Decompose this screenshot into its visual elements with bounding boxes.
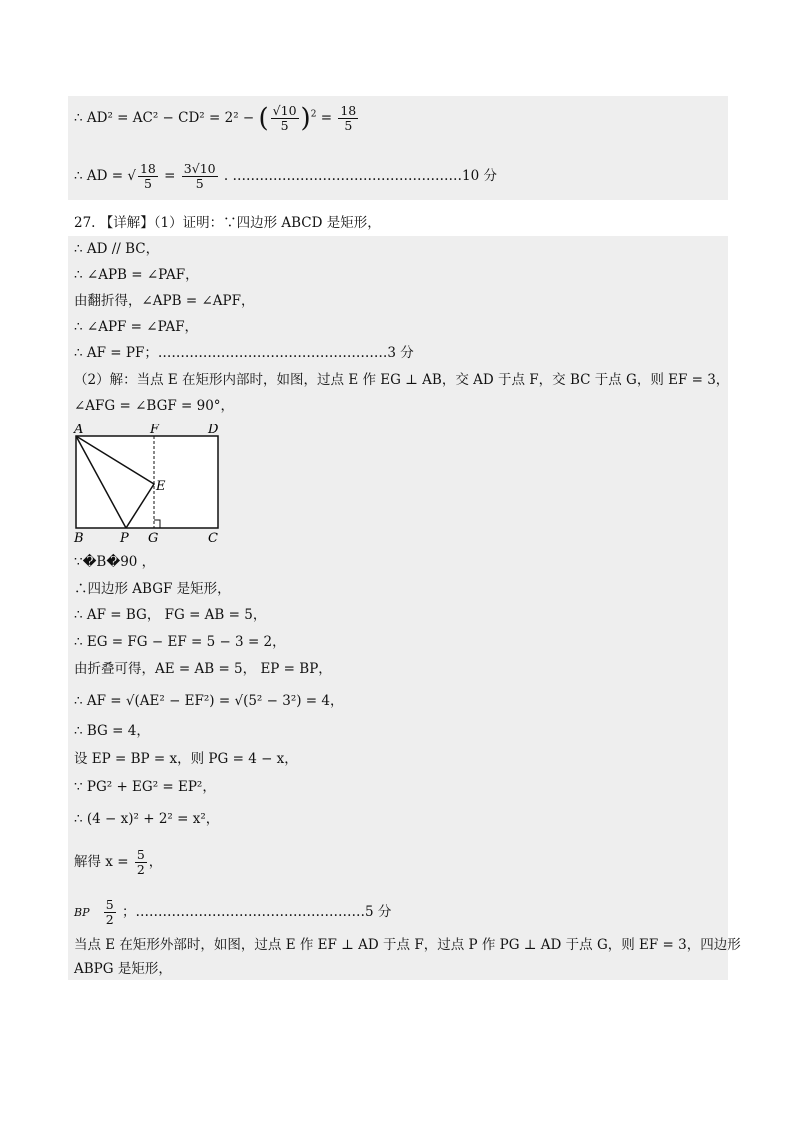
part2-line-5: 由折叠可得，AE = AB = 5， EP = BP， bbox=[74, 661, 332, 677]
label-p: P bbox=[120, 531, 129, 546]
proof-line-1: ∴ AD // BC， bbox=[74, 241, 160, 257]
label-g: G bbox=[148, 531, 159, 546]
proof-line-4: ∴ ∠APF = ∠PAF， bbox=[74, 319, 199, 335]
part2-line-1: ∵�B�90 ， bbox=[74, 554, 156, 570]
prev-line-1: ∴ AD² = AC² − CD² = 2² − ( $\frac{√10}{5}$ )$^2$ = $\frac{18}{5}$ bbox=[74, 103, 357, 134]
label-a: A bbox=[74, 424, 84, 437]
because-line: ∵ PG² + EG² = EP²， bbox=[74, 779, 216, 795]
proof-line-5: ∴ AF = PF；……………………………………………3 分 bbox=[74, 345, 414, 361]
proof-line-3: 由翻折得，∠APB = ∠APF， bbox=[74, 293, 255, 309]
q27-header: 27. 【详解】（1）证明：∵四边形 ABCD 是矩形， bbox=[74, 215, 381, 231]
label-e: E bbox=[156, 479, 166, 494]
part2-line-4: ∴ EG = FG − EF = 5 − 3 = 2， bbox=[74, 634, 286, 650]
label-f: F bbox=[150, 424, 160, 437]
part2-intro-2: ∠AFG = ∠BGF = 90°， bbox=[74, 398, 235, 414]
label-c: C bbox=[208, 531, 218, 546]
equation-line: ∴ (4 − x)² + 2² = x²， bbox=[74, 811, 220, 827]
prev-line-2: ∴ AD = √ $\frac{18}{5}$ = $\frac{3√10}{5}$ . ……………………………………………10 分 bbox=[74, 161, 497, 191]
outer-case-line-1: 当点 E 在矩形外部时，如图，过点 E 作 EF ⊥ AD 于点 F，过点 P 作 PG ⊥ AD 于点 G，则 EF = 3，四边形 bbox=[74, 937, 741, 953]
part2-line-2: ∴四边形 ABGF 是矩形， bbox=[74, 581, 231, 597]
bg-line: ∴ BG = 4， bbox=[74, 723, 150, 739]
solve-line: 解得 x = $\frac{5}{2}$ ， bbox=[74, 847, 163, 877]
set-variable-line: 设 EP = BP = x，则 PG = 4 − x， bbox=[74, 751, 298, 767]
part2-intro-1: （2）解：当点 E 在矩形内部时，如图，过点 E 作 EG ⊥ AB，交 AD 于点 F，交 BC 于点 G，则 EF = 3， bbox=[74, 372, 730, 388]
af-calc-line: ∴ AF = √(AE² − EF²) = √(5² − 3²) = 4， bbox=[74, 693, 344, 709]
bp-result-line: BP $\frac{5}{2}$ ；……………………………………………5 分 bbox=[74, 897, 392, 927]
label-d: D bbox=[208, 424, 219, 437]
outer-case-line-2: ABPG 是矩形， bbox=[74, 961, 172, 977]
rectangle-figure bbox=[72, 424, 232, 546]
part2-line-3: ∴ AF = BG， FG = AB = 5， bbox=[74, 607, 267, 623]
proof-line-2: ∴ ∠APB = ∠PAF， bbox=[74, 267, 199, 283]
label-b: B bbox=[74, 531, 84, 546]
